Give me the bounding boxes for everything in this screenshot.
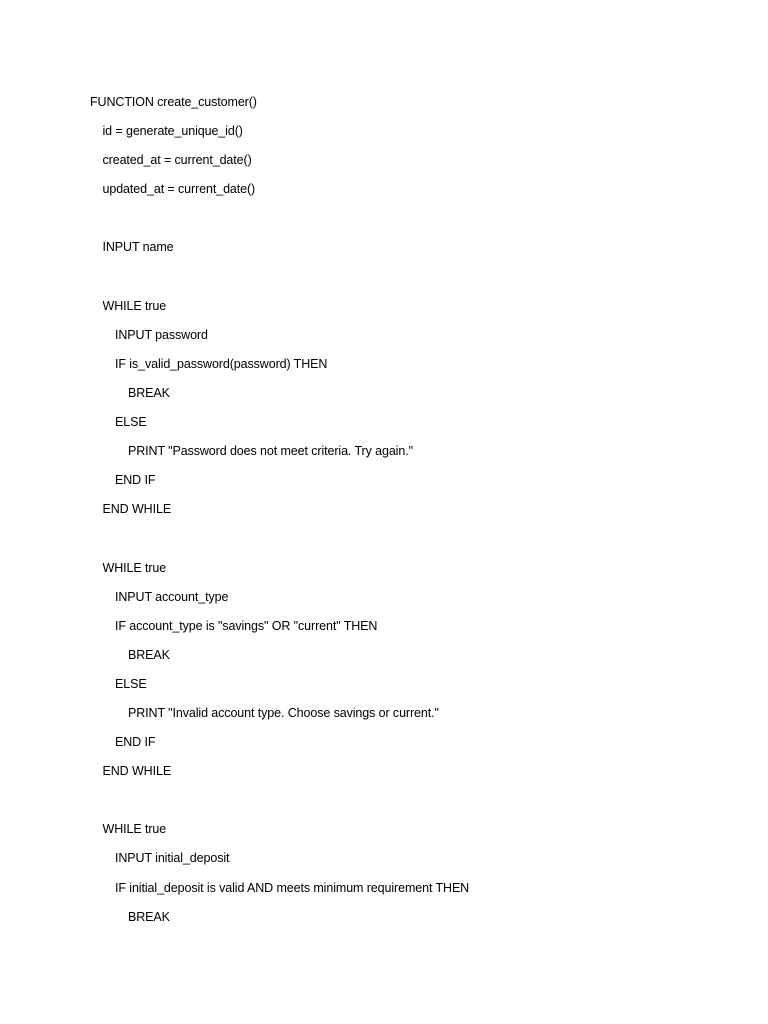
code-line: END IF [115, 473, 156, 488]
code-line: WHILE true [102, 822, 167, 837]
code-line: END WHILE [102, 764, 172, 779]
blank-line [90, 528, 750, 557]
code-line: IF initial_deposit is valid AND meets minimum requirement THEN [115, 880, 470, 895]
code-line: IF is_valid_password(password) THEN [115, 356, 328, 371]
code-line: ELSE [115, 415, 147, 430]
code-line: INPUT password [115, 327, 208, 342]
pseudocode-block [90, 92, 750, 936]
code-line: IF account_type is "savings" OR "current" THEN [115, 618, 378, 633]
blank-line [90, 208, 750, 237]
code-line: WHILE true [102, 560, 167, 575]
blank-line [90, 267, 750, 296]
code-line: BREAK [128, 385, 170, 400]
code-line: INPUT name [102, 240, 174, 255]
code-line: FUNCTION create_customer() [90, 95, 257, 109]
code-line: BREAK [128, 647, 170, 662]
code-line: ELSE [115, 676, 147, 691]
code-line: INPUT account_type [115, 589, 229, 604]
code-line: BREAK [128, 909, 170, 924]
code-line: END WHILE [102, 502, 172, 517]
code-line: id = generate_unique_id() [102, 124, 243, 139]
code-line: updated_at = current_date() [102, 182, 256, 197]
code-line: PRINT "Invalid account type. Choose savings or current." [128, 705, 439, 720]
code-line: PRINT "Password does not meet criteria. Try again." [128, 444, 413, 459]
code-line: INPUT initial_deposit [115, 851, 230, 866]
code-line: WHILE true [102, 298, 167, 313]
code-line: END IF [115, 735, 156, 750]
code-line: created_at = current_date() [102, 153, 252, 168]
blank-line [90, 790, 750, 819]
